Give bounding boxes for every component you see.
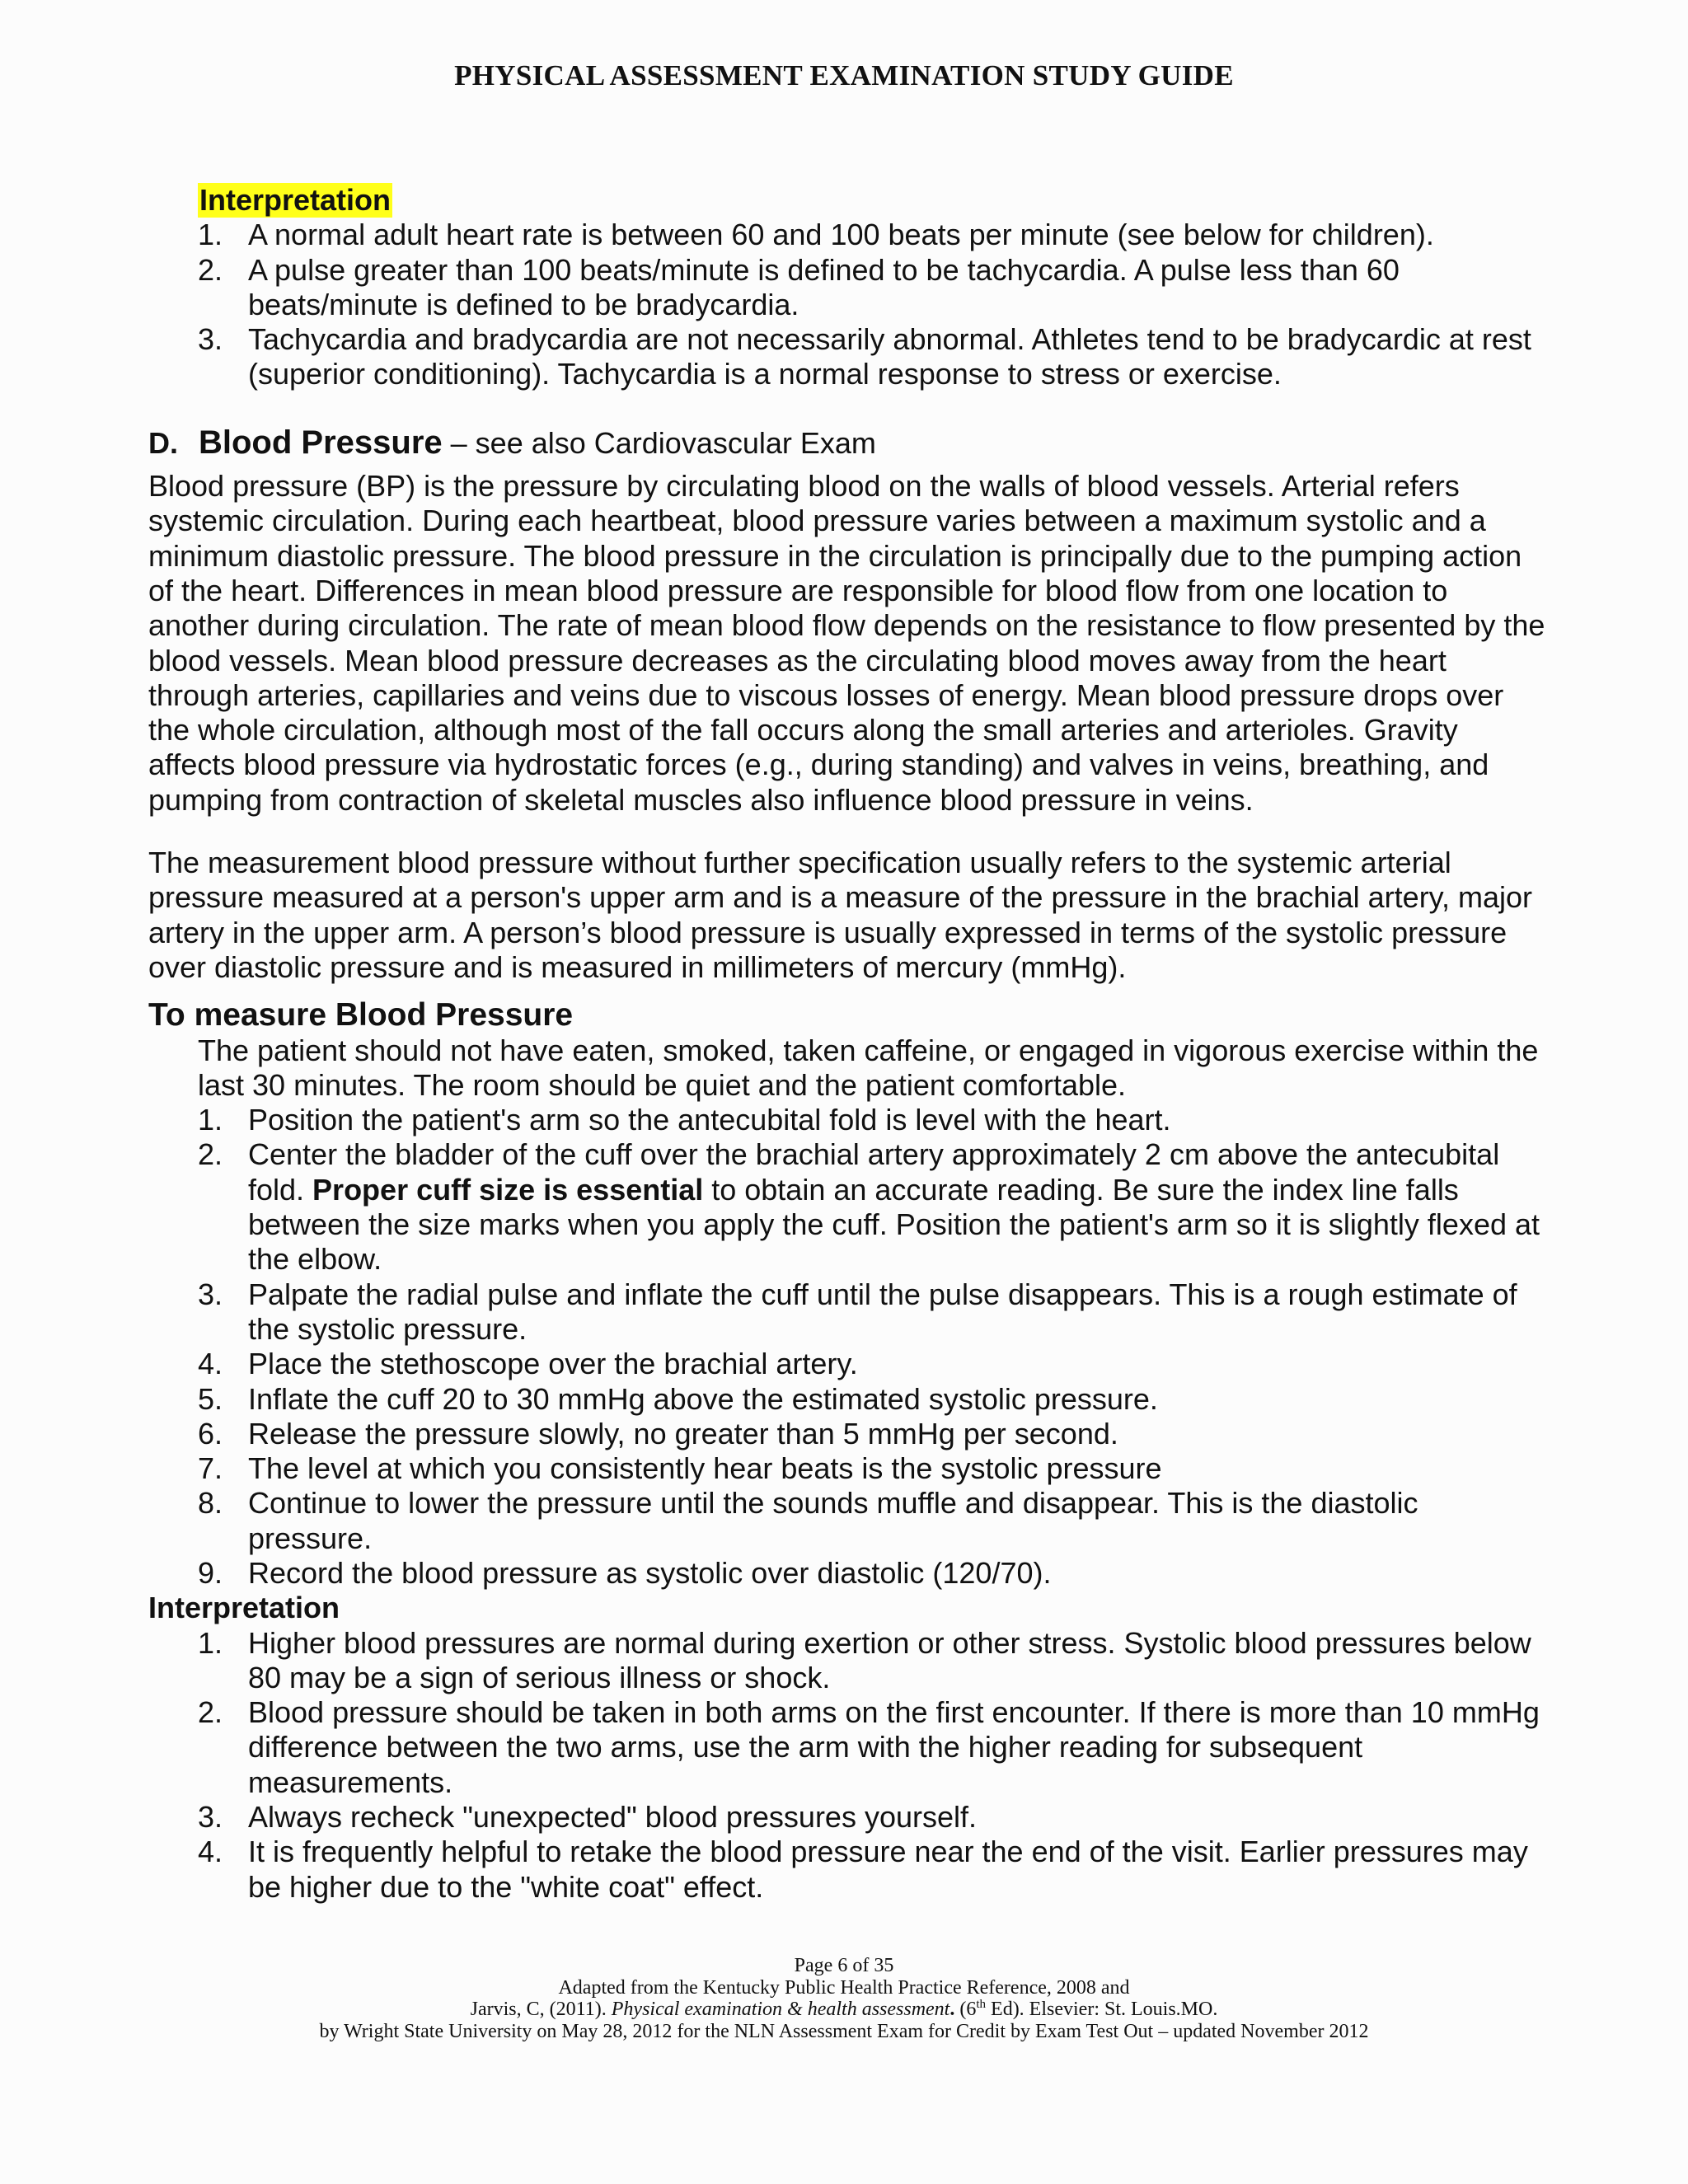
measure-heading: To measure Blood Pressure: [148, 997, 574, 1033]
list-number: 2.: [198, 1695, 223, 1730]
citation-edition-sup: th: [976, 1998, 987, 2011]
list-number: 4.: [198, 1835, 223, 1869]
list-number: 7.: [198, 1451, 223, 1486]
list-text: Continue to lower the pressure until the sounds muffle and disappear. This is the diastolic pressure.: [248, 1486, 1418, 1555]
page-header-title: PHYSICAL ASSESSMENT EXAMINATION STUDY GUIDE: [454, 59, 1234, 91]
list-number: 2.: [198, 252, 223, 287]
list-item: [0, 322, 1688, 392]
blood-pressure-paragraph-1: Blood pressure (BP) is the pressure by circulating blood on the walls of blood vessels. Arterial refers systemic circulation. During each heartbeat, blood pressure varies between a maximum systolic and a minimum diastolic pressure. The blood pressure in the circulation is principally due to the pumping action of the heart. Differences in mean blood pressure are responsible for blood flow from one location to another during circulation. The rate of mean blood flow depends on the resistance to flow presented by the blood vessels. Mean blood pressure decreases as the circulating blood moves away from the heart through arteries, capillaries and veins due to viscous losses of energy. Mean blood pressure drops over the whole circulation, although most of the fall occurs along the small arteries and arterioles. Gravity affects blood pressure via hydrostatic forces (e.g., during standing) and valves in veins, breathing, and pumping from contraction of skeletal muscles also influence blood pressure in veins.: [148, 469, 1545, 817]
page-number: Page 6 of 35: [794, 1955, 894, 1976]
list-number: 5.: [198, 1381, 223, 1416]
interpretation-heading-highlighted: [0, 183, 1688, 218]
list-text: Higher blood pressures are normal during exertion or other stress. Systolic blood pressures below 80 may be a sign of serious illness or shock.: [248, 1625, 1531, 1694]
list-number: 9.: [198, 1555, 223, 1590]
list-text: Inflate the cuff 20 to 30 mmHg above the estimated systolic pressure.: [248, 1381, 1158, 1416]
list-number: 1.: [198, 1103, 223, 1137]
list-number: 1.: [198, 218, 223, 252]
list-number: 4.: [198, 1347, 223, 1381]
list-text-part: Center the bladder of the cuff over the brachial artery approximately 2 cm above the antecubital fold.: [248, 1137, 1500, 1207]
list-number: 2.: [198, 1137, 223, 1172]
list-text: The level at which you consistently hear beats is the systolic pressure: [248, 1451, 1162, 1486]
list-text: Place the stethoscope over the brachial artery.: [248, 1347, 858, 1381]
section-title: Blood Pressure: [199, 424, 443, 461]
footer-citation-line: [0, 1999, 1688, 2021]
list-item: [0, 1695, 1688, 1800]
blood-pressure-paragraph-2: The measurement blood pressure without further specification usually refers to the systemic arterial pressure measured at a person's upper arm and is a measure of the pressure in the brachial artery, major artery in the upper arm. A person’s blood pressure is usually expressed in terms of the systolic pressure over diastolic pressure and is measured in millimeters of mercury (mmHg).: [148, 846, 1533, 984]
list-item: [0, 1137, 1688, 1277]
footer-credit-line: by Wright State University on May 28, 2012 for the NLN Assessment Exam for Credit by Exam Test Out – updated November 2012: [319, 2020, 1369, 2042]
section-subtitle: – see also Cardiovascular Exam: [442, 425, 876, 460]
measure-intro: The patient should not have eaten, smoked, taken caffeine, or engaged in vigorous exercise within the last 30 minutes. The room should be quiet and the patient comfortable.: [198, 1033, 1539, 1102]
interpretation-heading-bottom: Interpretation: [148, 1591, 340, 1625]
list-text: Blood pressure should be taken in both arms on the first encounter. If there is more than 10 mmHg difference between the two arms, use the arm with the higher reading for subsequent measurements.: [248, 1695, 1540, 1799]
list-text: A normal adult heart rate is between 60 and 100 beats per minute (see below for children).: [248, 218, 1434, 252]
list-text-part: to obtain an accurate reading. Be sure the index line falls between the size marks when you apply the cuff. Position the patient's arm so it is slightly flexed at the elbow.: [248, 1172, 1540, 1277]
list-number: 8.: [198, 1486, 223, 1521]
list-text: Always recheck "unexpected" blood pressures yourself.: [248, 1800, 978, 1835]
interpretation-list-top: [0, 218, 1688, 391]
footer-source-line: Adapted from the Kentucky Public Health Practice Reference, 2008 and: [558, 1976, 1130, 1999]
citation-edition-open: (6: [954, 1999, 977, 2020]
list-item: [0, 218, 1688, 252]
list-item: [0, 1835, 1688, 1905]
section-letter: D.: [148, 425, 178, 460]
emphasis-text: Proper cuff size is essential: [312, 1172, 704, 1207]
list-text: It is frequently helpful to retake the blood pressure near the end of the visit. Earlier pressures may be higher due to the "white coat" effect.: [248, 1835, 1528, 1904]
citation-author: Jarvis, C, (2011).: [470, 1999, 612, 2020]
list-number: 3.: [198, 322, 223, 357]
list-item: [0, 1103, 1688, 1137]
page-content: [0, 183, 1688, 1905]
list-item: [0, 1800, 1688, 1835]
list-item: [0, 1626, 1688, 1696]
list-item: [0, 1417, 1688, 1451]
list-item: [0, 1382, 1688, 1417]
list-text: Palpate the radial pulse and inflate the cuff until the pulse disappears. This is a rough estimate of the systolic pressure.: [248, 1277, 1517, 1346]
citation-period: .: [950, 1999, 955, 2020]
list-item: [0, 1451, 1688, 1486]
list-text: Tachycardia and bradycardia are not necessarily abnormal. Athletes tend to be bradycardic at rest (superior conditioning). Tachycardia is a normal response to stress or exercise.: [248, 322, 1531, 391]
page-footer: [0, 1955, 1688, 2042]
list-number: 6.: [198, 1416, 223, 1451]
interpretation-heading: Interpretation: [199, 183, 392, 217]
list-number: 1.: [198, 1625, 223, 1660]
list-number: 3.: [198, 1800, 223, 1835]
list-text: Position the patient's arm so the antecubital fold is level with the heart.: [248, 1103, 1171, 1137]
interpretation-list-bottom: [0, 1626, 1688, 1905]
list-number: 3.: [198, 1277, 223, 1311]
list-item: [0, 1556, 1688, 1591]
list-item: [0, 1347, 1688, 1381]
section-heading-blood-pressure: [148, 425, 1688, 461]
list-text: Release the pressure slowly, no greater than 5 mmHg per second.: [248, 1416, 1118, 1451]
measure-steps-list: [0, 1103, 1688, 1591]
list-item: [0, 253, 1688, 323]
list-text: Record the blood pressure as systolic over diastolic (120/70).: [248, 1555, 1052, 1590]
citation-publisher: Ed). Elsevier: St. Louis.MO.: [986, 1999, 1218, 2020]
list-item: [0, 1277, 1688, 1347]
list-item: [0, 1486, 1688, 1556]
citation-title: Physical examination & health assessment: [611, 1999, 950, 2020]
list-text: A pulse greater than 100 beats/minute is defined to be tachycardia. A pulse less than 60 beats/minute is defined to be bradycardia.: [248, 252, 1400, 321]
